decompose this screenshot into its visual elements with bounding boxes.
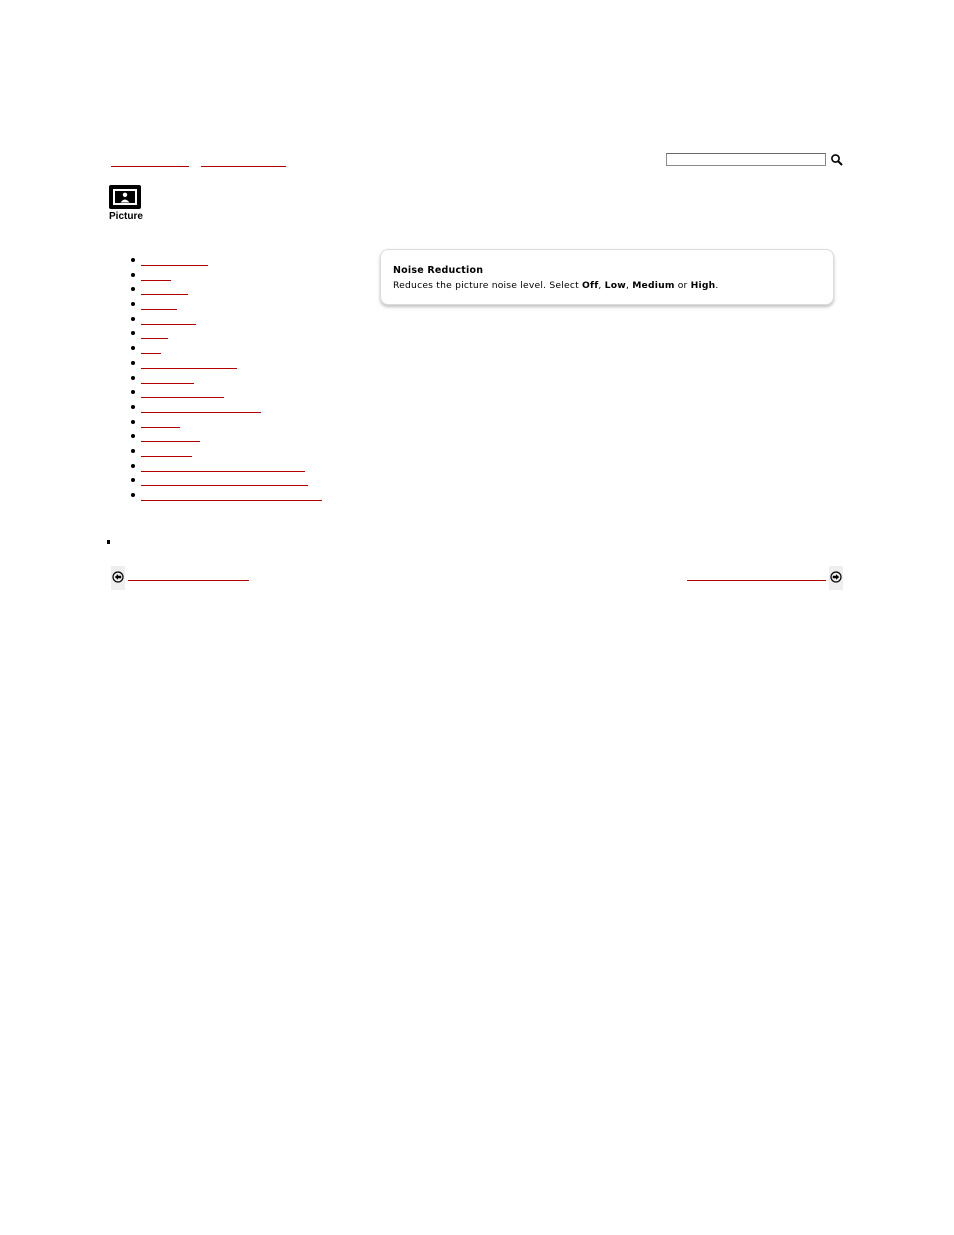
bullet: [131, 420, 135, 424]
nav-link[interactable]: [141, 471, 305, 472]
breadcrumb-link-2[interactable]: [201, 152, 286, 167]
search-input[interactable]: [666, 153, 826, 166]
arrow-left-icon: [112, 571, 124, 583]
card-text-end: .: [715, 280, 719, 291]
nav-link[interactable]: [141, 456, 192, 457]
nav-link[interactable]: [141, 309, 177, 310]
nav-link[interactable]: [141, 412, 261, 413]
next-link[interactable]: [687, 580, 826, 581]
separator: ,: [598, 280, 605, 291]
next-button[interactable]: [829, 566, 843, 590]
nav-link[interactable]: [141, 294, 188, 295]
nav-link[interactable]: [141, 427, 180, 428]
nav-link[interactable]: [141, 500, 322, 501]
nav-link[interactable]: [141, 324, 196, 325]
previous-button[interactable]: [111, 566, 125, 590]
bullet: [131, 478, 135, 482]
option-high: High: [690, 280, 716, 291]
nav-link[interactable]: [141, 368, 237, 369]
option-medium: Medium: [632, 280, 675, 291]
card-title: Noise Reduction: [393, 265, 484, 276]
nav-link[interactable]: [141, 441, 200, 442]
bullet: [131, 361, 135, 365]
description-card: [380, 249, 834, 305]
magnifier-icon: [830, 153, 844, 167]
separator: ,: [625, 280, 633, 291]
bullet: [131, 258, 135, 262]
bullet: [131, 302, 135, 306]
bullet: [131, 493, 135, 497]
bullet: [131, 346, 135, 350]
bullet: [131, 287, 135, 291]
breadcrumb-link-1[interactable]: [111, 152, 189, 167]
picture-icon: [109, 185, 141, 209]
arrow-right-icon: [830, 571, 842, 583]
card-text: Reduces the picture noise level. Select: [393, 280, 583, 291]
nav-link[interactable]: [141, 280, 171, 281]
bullet: [131, 376, 135, 380]
option-low: Low: [604, 280, 626, 291]
nav-link[interactable]: [141, 397, 224, 398]
bullet: [131, 405, 135, 409]
search-button[interactable]: [830, 152, 844, 166]
bullet: [131, 434, 135, 438]
previous-link[interactable]: [128, 580, 249, 581]
bullet: [131, 273, 135, 277]
nav-link[interactable]: [141, 485, 308, 486]
nav-link[interactable]: [141, 338, 168, 339]
bullet: [131, 464, 135, 468]
bullet: [131, 331, 135, 335]
bullet: [131, 449, 135, 453]
bullet: [131, 390, 135, 394]
category-label: Picture: [109, 211, 143, 222]
nav-link[interactable]: [141, 353, 161, 354]
separator: or: [674, 280, 691, 291]
option-off: Off: [582, 280, 599, 291]
nav-link[interactable]: [141, 383, 194, 384]
bullet: [131, 317, 135, 321]
marker: [107, 540, 110, 544]
card-body: [393, 280, 719, 291]
nav-link[interactable]: [141, 265, 208, 266]
